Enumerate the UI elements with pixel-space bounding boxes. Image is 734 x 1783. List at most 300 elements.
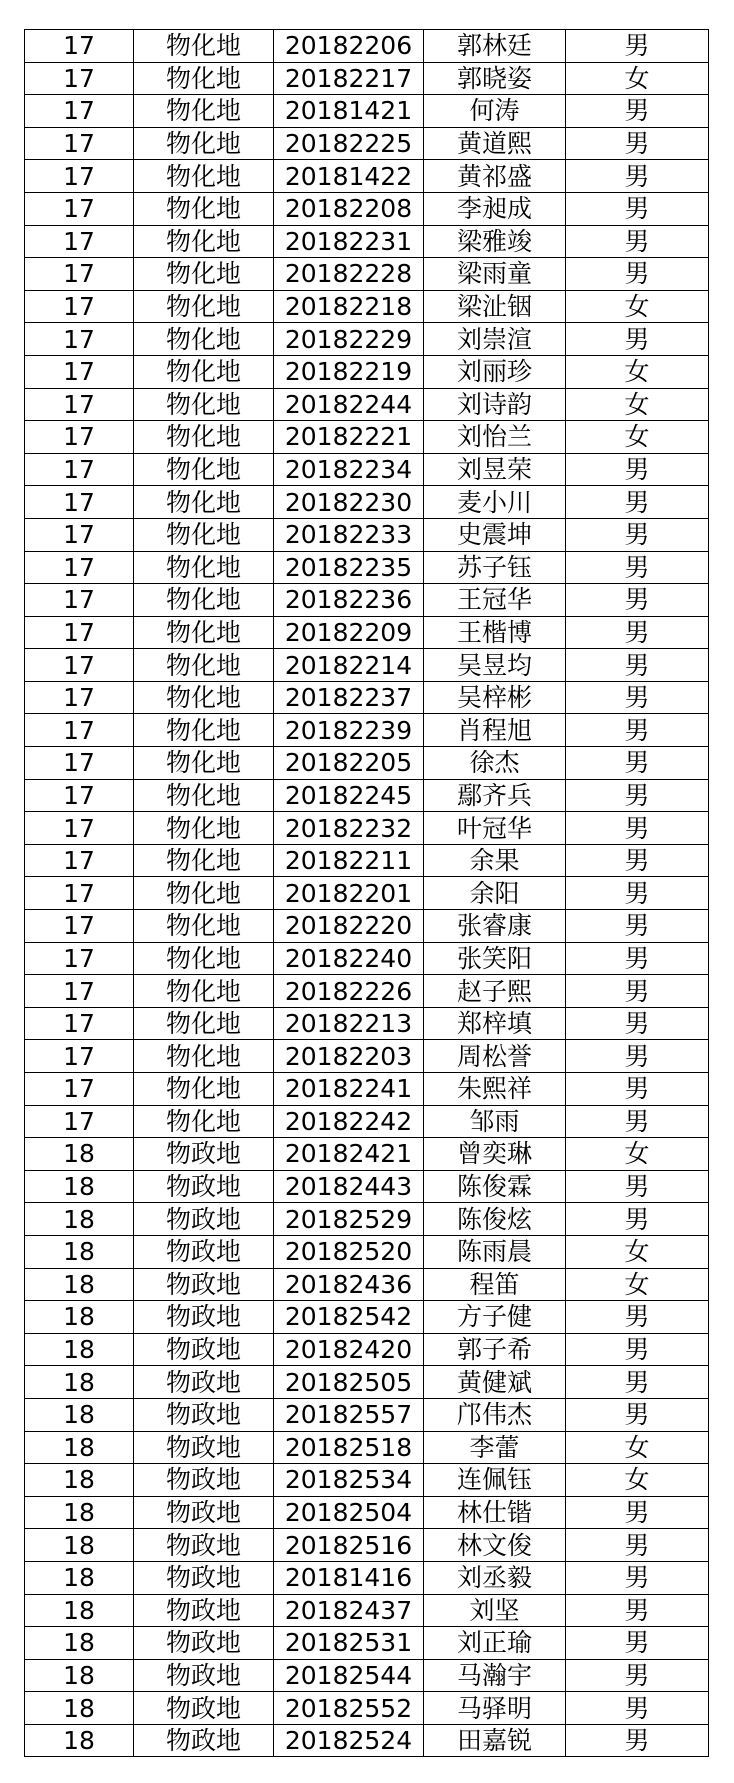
subject-combo-cell: 物化地 (134, 388, 274, 421)
subject-combo-cell: 物化地 (134, 844, 274, 877)
student-id-cell: 20182237 (274, 681, 424, 714)
class-cell: 18 (25, 1203, 134, 1236)
table-row (25, 1431, 709, 1464)
student-name-cell: 刘正瑜 (424, 1627, 566, 1660)
class-cell: 18 (25, 1724, 134, 1757)
student-name-cell: 连佩钰 (424, 1464, 566, 1497)
gender-cell: 男 (566, 975, 709, 1008)
student-name-cell: 王楷博 (424, 616, 566, 649)
student-id-cell: 20182421 (274, 1138, 424, 1171)
student-id-cell: 20182219 (274, 355, 424, 388)
class-cell: 18 (25, 1496, 134, 1529)
table-row (25, 1105, 709, 1138)
gender-cell: 女 (566, 1138, 709, 1171)
class-cell: 17 (25, 127, 134, 160)
table-row (25, 421, 709, 454)
student-id-cell: 20182236 (274, 584, 424, 617)
student-name-cell: 陈俊霖 (424, 1170, 566, 1203)
gender-cell: 女 (566, 355, 709, 388)
gender-cell: 女 (566, 421, 709, 454)
class-cell: 17 (25, 1105, 134, 1138)
table-row (25, 1464, 709, 1497)
student-id-cell: 20182520 (274, 1235, 424, 1268)
student-id-cell: 20182205 (274, 747, 424, 780)
class-cell: 17 (25, 844, 134, 877)
subject-combo-cell: 物政地 (134, 1301, 274, 1334)
class-cell: 18 (25, 1431, 134, 1464)
table-row (25, 518, 709, 551)
gender-cell: 男 (566, 910, 709, 943)
class-cell: 18 (25, 1464, 134, 1497)
subject-combo-cell: 物化地 (134, 1073, 274, 1106)
subject-combo-cell: 物政地 (134, 1464, 274, 1497)
student-id-cell: 20182244 (274, 388, 424, 421)
class-cell: 17 (25, 258, 134, 291)
class-cell: 17 (25, 355, 134, 388)
gender-cell: 男 (566, 127, 709, 160)
subject-combo-cell: 物化地 (134, 1105, 274, 1138)
student-id-cell: 20182221 (274, 421, 424, 454)
student-id-cell: 20182203 (274, 1040, 424, 1073)
student-id-cell: 20182529 (274, 1203, 424, 1236)
student-name-cell: 田嘉锐 (424, 1724, 566, 1757)
table-row (25, 1235, 709, 1268)
gender-cell: 男 (566, 616, 709, 649)
subject-combo-cell: 物政地 (134, 1431, 274, 1464)
class-cell: 17 (25, 649, 134, 682)
table-row (25, 95, 709, 128)
student-name-cell: 何涛 (424, 95, 566, 128)
student-name-cell: 刘诗韵 (424, 388, 566, 421)
student-id-cell: 20182524 (274, 1724, 424, 1757)
gender-cell: 男 (566, 1398, 709, 1431)
gender-cell: 男 (566, 1203, 709, 1236)
student-id-cell: 20182436 (274, 1268, 424, 1301)
subject-combo-cell: 物政地 (134, 1659, 274, 1692)
class-cell: 17 (25, 1007, 134, 1040)
gender-cell: 男 (566, 1073, 709, 1106)
gender-cell: 女 (566, 62, 709, 95)
student-id-cell: 20182211 (274, 844, 424, 877)
student-id-cell: 20181421 (274, 95, 424, 128)
subject-combo-cell: 物化地 (134, 942, 274, 975)
student-name-cell: 李蕾 (424, 1431, 566, 1464)
student-name-cell: 林仕锴 (424, 1496, 566, 1529)
gender-cell: 男 (566, 1627, 709, 1660)
student-name-cell: 陈俊炫 (424, 1203, 566, 1236)
student-name-cell: 马驿明 (424, 1692, 566, 1725)
table-row (25, 844, 709, 877)
table-row (25, 1268, 709, 1301)
subject-combo-cell: 物政地 (134, 1561, 274, 1594)
gender-cell: 男 (566, 1561, 709, 1594)
gender-cell: 男 (566, 1301, 709, 1334)
student-id-cell: 20182220 (274, 910, 424, 943)
class-cell: 17 (25, 225, 134, 258)
subject-combo-cell: 物化地 (134, 1007, 274, 1040)
subject-combo-cell: 物政地 (134, 1235, 274, 1268)
student-id-cell: 20182231 (274, 225, 424, 258)
student-id-cell: 20182518 (274, 1431, 424, 1464)
table-row (25, 1627, 709, 1660)
student-name-cell: 朱熙祥 (424, 1073, 566, 1106)
class-cell: 17 (25, 1073, 134, 1106)
student-id-cell: 20182534 (274, 1464, 424, 1497)
subject-combo-cell: 物化地 (134, 95, 274, 128)
subject-combo-cell: 物化地 (134, 812, 274, 845)
gender-cell: 男 (566, 812, 709, 845)
student-id-cell: 20182235 (274, 551, 424, 584)
class-cell: 17 (25, 421, 134, 454)
student-id-cell: 20182245 (274, 779, 424, 812)
student-name-cell: 余果 (424, 844, 566, 877)
student-id-cell: 20182206 (274, 30, 424, 63)
gender-cell: 男 (566, 1594, 709, 1627)
student-id-cell: 20182230 (274, 486, 424, 519)
class-cell: 17 (25, 323, 134, 356)
student-id-cell: 20182516 (274, 1529, 424, 1562)
gender-cell: 男 (566, 1333, 709, 1366)
table-row (25, 975, 709, 1008)
gender-cell: 女 (566, 290, 709, 323)
student-id-cell: 20182228 (274, 258, 424, 291)
gender-cell: 男 (566, 681, 709, 714)
class-cell: 17 (25, 192, 134, 225)
student-name-cell: 黄健斌 (424, 1366, 566, 1399)
subject-combo-cell: 物化地 (134, 551, 274, 584)
class-cell: 17 (25, 747, 134, 780)
student-name-cell: 吴昱均 (424, 649, 566, 682)
subject-combo-cell: 物化地 (134, 747, 274, 780)
table-row (25, 127, 709, 160)
subject-combo-cell: 物化地 (134, 714, 274, 747)
gender-cell: 男 (566, 1007, 709, 1040)
table-row (25, 877, 709, 910)
class-cell: 17 (25, 95, 134, 128)
subject-combo-cell: 物政地 (134, 1203, 274, 1236)
table-row (25, 1301, 709, 1334)
student-name-cell: 郭林廷 (424, 30, 566, 63)
student-id-cell: 20182214 (274, 649, 424, 682)
subject-combo-cell: 物化地 (134, 779, 274, 812)
student-id-cell: 20182241 (274, 1073, 424, 1106)
student-name-cell: 梁沚铟 (424, 290, 566, 323)
student-name-cell: 郑梓填 (424, 1007, 566, 1040)
class-cell: 17 (25, 30, 134, 63)
table-row (25, 1496, 709, 1529)
student-name-cell: 刘丽珍 (424, 355, 566, 388)
subject-combo-cell: 物政地 (134, 1724, 274, 1757)
table-row (25, 290, 709, 323)
student-name-cell: 鄢齐兵 (424, 779, 566, 812)
student-name-cell: 邹雨 (424, 1105, 566, 1138)
class-cell: 18 (25, 1366, 134, 1399)
student-id-cell: 20182544 (274, 1659, 424, 1692)
table-row (25, 225, 709, 258)
subject-combo-cell: 物政地 (134, 1594, 274, 1627)
table-row (25, 1040, 709, 1073)
subject-combo-cell: 物化地 (134, 877, 274, 910)
gender-cell: 男 (566, 747, 709, 780)
class-cell: 17 (25, 812, 134, 845)
gender-cell: 女 (566, 1464, 709, 1497)
gender-cell: 男 (566, 30, 709, 63)
student-name-cell: 刘昱荣 (424, 453, 566, 486)
class-cell: 18 (25, 1594, 134, 1627)
gender-cell: 男 (566, 453, 709, 486)
class-cell: 17 (25, 779, 134, 812)
table-row (25, 1594, 709, 1627)
table-row (25, 1007, 709, 1040)
subject-combo-cell: 物化地 (134, 30, 274, 63)
student-name-cell: 王冠华 (424, 584, 566, 617)
table-row (25, 1170, 709, 1203)
class-cell: 17 (25, 62, 134, 95)
subject-combo-cell: 物政地 (134, 1333, 274, 1366)
student-name-cell: 余阳 (424, 877, 566, 910)
student-name-cell: 吴梓彬 (424, 681, 566, 714)
student-id-cell: 20182504 (274, 1496, 424, 1529)
table-row (25, 1138, 709, 1171)
gender-cell: 女 (566, 388, 709, 421)
subject-combo-cell: 物政地 (134, 1366, 274, 1399)
student-id-cell: 20182218 (274, 290, 424, 323)
student-id-cell: 20182420 (274, 1333, 424, 1366)
gender-cell: 男 (566, 486, 709, 519)
student-table (24, 29, 709, 1757)
student-name-cell: 周松誉 (424, 1040, 566, 1073)
class-cell: 18 (25, 1561, 134, 1594)
subject-combo-cell: 物化地 (134, 616, 274, 649)
subject-combo-cell: 物政地 (134, 1627, 274, 1660)
table-row (25, 388, 709, 421)
student-id-cell: 20182239 (274, 714, 424, 747)
gender-cell: 男 (566, 518, 709, 551)
gender-cell: 男 (566, 1692, 709, 1725)
class-cell: 17 (25, 616, 134, 649)
class-cell: 18 (25, 1170, 134, 1203)
class-cell: 17 (25, 584, 134, 617)
subject-combo-cell: 物政地 (134, 1692, 274, 1725)
class-cell: 17 (25, 1040, 134, 1073)
student-id-cell: 20182233 (274, 518, 424, 551)
table-row (25, 779, 709, 812)
table-row (25, 747, 709, 780)
table-row (25, 812, 709, 845)
gender-cell: 男 (566, 225, 709, 258)
subject-combo-cell: 物化地 (134, 584, 274, 617)
table-row (25, 681, 709, 714)
student-id-cell: 20181416 (274, 1561, 424, 1594)
gender-cell: 男 (566, 649, 709, 682)
class-cell: 18 (25, 1138, 134, 1171)
student-id-cell: 20182542 (274, 1301, 424, 1334)
student-id-cell: 20182552 (274, 1692, 424, 1725)
gender-cell: 男 (566, 160, 709, 193)
gender-cell: 男 (566, 1496, 709, 1529)
table-row (25, 942, 709, 975)
table-row (25, 323, 709, 356)
student-name-cell: 刘丞毅 (424, 1561, 566, 1594)
student-name-cell: 史震坤 (424, 518, 566, 551)
class-cell: 17 (25, 714, 134, 747)
class-cell: 17 (25, 877, 134, 910)
student-id-cell: 20182240 (274, 942, 424, 975)
table-row (25, 1366, 709, 1399)
table-row (25, 160, 709, 193)
subject-combo-cell: 物化地 (134, 160, 274, 193)
class-cell: 17 (25, 942, 134, 975)
student-id-cell: 20182217 (274, 62, 424, 95)
student-name-cell: 程笛 (424, 1268, 566, 1301)
class-cell: 18 (25, 1398, 134, 1431)
subject-combo-cell: 物化地 (134, 649, 274, 682)
table-row (25, 258, 709, 291)
table-row (25, 910, 709, 943)
gender-cell: 女 (566, 1235, 709, 1268)
subject-combo-cell: 物政地 (134, 1529, 274, 1562)
class-cell: 17 (25, 681, 134, 714)
subject-combo-cell: 物化地 (134, 355, 274, 388)
class-cell: 17 (25, 975, 134, 1008)
class-cell: 18 (25, 1659, 134, 1692)
table-row (25, 486, 709, 519)
subject-combo-cell: 物化地 (134, 192, 274, 225)
class-cell: 17 (25, 910, 134, 943)
subject-combo-cell: 物化地 (134, 225, 274, 258)
student-id-cell: 20182225 (274, 127, 424, 160)
student-name-cell: 黄道熙 (424, 127, 566, 160)
gender-cell: 男 (566, 779, 709, 812)
student-name-cell: 林文俊 (424, 1529, 566, 1562)
student-name-cell: 黄祁盛 (424, 160, 566, 193)
student-name-cell: 张笑阳 (424, 942, 566, 975)
gender-cell: 男 (566, 258, 709, 291)
student-name-cell: 麦小川 (424, 486, 566, 519)
student-id-cell: 20182213 (274, 1007, 424, 1040)
gender-cell: 男 (566, 1105, 709, 1138)
table-row (25, 1203, 709, 1236)
student-id-cell: 20182505 (274, 1366, 424, 1399)
student-id-cell: 20182229 (274, 323, 424, 356)
student-name-cell: 郭子希 (424, 1333, 566, 1366)
gender-cell: 女 (566, 1431, 709, 1464)
gender-cell: 男 (566, 1040, 709, 1073)
subject-combo-cell: 物化地 (134, 453, 274, 486)
gender-cell: 男 (566, 877, 709, 910)
gender-cell: 男 (566, 95, 709, 128)
subject-combo-cell: 物化地 (134, 486, 274, 519)
table-body (25, 30, 709, 1757)
student-id-cell: 20182234 (274, 453, 424, 486)
subject-combo-cell: 物化地 (134, 62, 274, 95)
student-id-cell: 20182242 (274, 1105, 424, 1138)
table-row (25, 551, 709, 584)
subject-combo-cell: 物化地 (134, 258, 274, 291)
student-name-cell: 梁雨童 (424, 258, 566, 291)
gender-cell: 男 (566, 942, 709, 975)
class-cell: 18 (25, 1333, 134, 1366)
student-name-cell: 刘怡兰 (424, 421, 566, 454)
table-row (25, 453, 709, 486)
gender-cell: 男 (566, 584, 709, 617)
student-name-cell: 方子健 (424, 1301, 566, 1334)
student-id-cell: 20182208 (274, 192, 424, 225)
student-name-cell: 徐杰 (424, 747, 566, 780)
gender-cell: 男 (566, 844, 709, 877)
table-row (25, 1529, 709, 1562)
subject-combo-cell: 物化地 (134, 1040, 274, 1073)
gender-cell: 男 (566, 1529, 709, 1562)
table-row (25, 62, 709, 95)
student-id-cell: 20181422 (274, 160, 424, 193)
table-row (25, 30, 709, 63)
table-row (25, 649, 709, 682)
class-cell: 17 (25, 551, 134, 584)
class-cell: 18 (25, 1301, 134, 1334)
gender-cell: 男 (566, 1659, 709, 1692)
student-id-cell: 20182437 (274, 1594, 424, 1627)
subject-combo-cell: 物政地 (134, 1398, 274, 1431)
subject-combo-cell: 物化地 (134, 323, 274, 356)
student-id-cell: 20182209 (274, 616, 424, 649)
class-cell: 17 (25, 160, 134, 193)
table-row (25, 355, 709, 388)
gender-cell: 女 (566, 1268, 709, 1301)
student-id-cell: 20182201 (274, 877, 424, 910)
student-name-cell: 郭晓姿 (424, 62, 566, 95)
table-row (25, 1724, 709, 1757)
student-id-cell: 20182531 (274, 1627, 424, 1660)
table-row (25, 192, 709, 225)
gender-cell: 男 (566, 714, 709, 747)
class-cell: 17 (25, 388, 134, 421)
student-name-cell: 梁雅竣 (424, 225, 566, 258)
student-name-cell: 张睿康 (424, 910, 566, 943)
gender-cell: 男 (566, 1366, 709, 1399)
table-row (25, 1333, 709, 1366)
class-cell: 17 (25, 453, 134, 486)
class-cell: 18 (25, 1268, 134, 1301)
class-cell: 18 (25, 1235, 134, 1268)
student-name-cell: 苏子钰 (424, 551, 566, 584)
gender-cell: 男 (566, 1170, 709, 1203)
table-row (25, 1659, 709, 1692)
student-name-cell: 邝伟杰 (424, 1398, 566, 1431)
gender-cell: 男 (566, 551, 709, 584)
subject-combo-cell: 物化地 (134, 975, 274, 1008)
subject-combo-cell: 物化地 (134, 290, 274, 323)
student-id-cell: 20182226 (274, 975, 424, 1008)
gender-cell: 男 (566, 1724, 709, 1757)
table-row (25, 584, 709, 617)
table-row (25, 714, 709, 747)
gender-cell: 男 (566, 192, 709, 225)
table-row (25, 616, 709, 649)
student-name-cell: 曾奕琳 (424, 1138, 566, 1171)
subject-combo-cell: 物化地 (134, 681, 274, 714)
student-name-cell: 李昶成 (424, 192, 566, 225)
class-cell: 18 (25, 1627, 134, 1660)
student-name-cell: 马瀚宇 (424, 1659, 566, 1692)
subject-combo-cell: 物政地 (134, 1496, 274, 1529)
table-row (25, 1073, 709, 1106)
table-row (25, 1561, 709, 1594)
class-cell: 17 (25, 486, 134, 519)
subject-combo-cell: 物化地 (134, 127, 274, 160)
student-name-cell: 刘崇渲 (424, 323, 566, 356)
class-cell: 17 (25, 518, 134, 551)
